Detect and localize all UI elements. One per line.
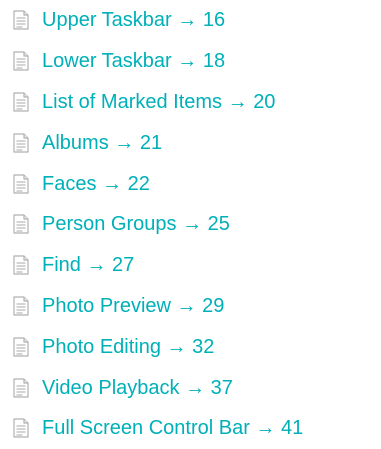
arrow-icon: → — [182, 213, 203, 236]
toc-item-label: Upper Taskbar — [42, 9, 172, 32]
toc-link[interactable] — [42, 174, 150, 194]
toc-link[interactable] — [42, 337, 214, 357]
document-icon — [12, 337, 30, 357]
document-icon — [12, 10, 30, 30]
toc-item-label: Video Playback — [42, 376, 180, 399]
document-icon — [12, 51, 30, 71]
toc-item-label: Photo Preview — [42, 294, 171, 317]
toc-item-label: Photo Editing — [42, 335, 161, 358]
toc-item-person-groups[interactable] — [12, 204, 303, 245]
toc-page-number: 20 — [253, 90, 276, 113]
toc-item-lower-taskbar[interactable] — [12, 41, 303, 82]
document-icon — [12, 174, 30, 194]
toc-item-full-screen-control-bar[interactable] — [12, 408, 303, 449]
document-icon — [12, 214, 30, 234]
toc-item-upper-taskbar[interactable] — [12, 0, 303, 41]
arrow-icon: → — [185, 376, 206, 399]
toc-page-number: 16 — [202, 9, 226, 32]
toc-link[interactable] — [42, 214, 230, 234]
arrow-icon: → — [255, 417, 276, 440]
document-icon — [12, 378, 30, 398]
toc-item-video-playback[interactable] — [12, 367, 303, 408]
arrow-icon: → — [102, 172, 123, 195]
document-icon — [12, 418, 30, 438]
document-icon — [12, 255, 30, 275]
arrow-icon: → — [114, 131, 135, 154]
toc-link[interactable] — [42, 51, 225, 71]
toc-link[interactable] — [42, 92, 275, 112]
toc-item-label: Find — [42, 254, 81, 277]
toc-page-number: 41 — [281, 417, 304, 440]
arrow-icon: → — [86, 254, 107, 277]
toc-link[interactable] — [42, 378, 233, 398]
arrow-icon: → — [227, 90, 248, 113]
toc-item-albums[interactable] — [12, 122, 303, 163]
document-icon — [12, 133, 30, 153]
toc-page-number: 22 — [127, 172, 150, 195]
toc-item-photo-editing[interactable] — [12, 326, 303, 367]
toc-item-label: Full Screen Control Bar — [42, 417, 250, 440]
toc-item-label: Albums — [42, 131, 109, 154]
toc-item-label: Lower Taskbar — [42, 50, 172, 73]
arrow-icon: → — [177, 50, 198, 73]
toc-page-number: 25 — [207, 213, 230, 236]
document-icon — [12, 296, 30, 316]
arrow-icon: → — [166, 335, 187, 358]
toc-page-number: 37 — [210, 376, 233, 399]
toc-item-label: Faces — [42, 172, 97, 195]
arrow-icon: → — [177, 9, 198, 32]
toc-page-number: 18 — [202, 50, 226, 73]
toc-item-label: List of Marked Items — [42, 90, 223, 113]
toc-item-faces[interactable] — [12, 163, 303, 204]
toc-link[interactable] — [42, 418, 303, 438]
document-icon — [12, 92, 30, 112]
toc-link[interactable] — [42, 10, 225, 30]
toc-page-number: 29 — [202, 294, 225, 317]
arrow-icon: → — [176, 294, 197, 317]
toc-page-number: 32 — [192, 335, 215, 358]
toc-item-label: Person Groups — [42, 213, 177, 236]
toc-link[interactable] — [42, 255, 134, 275]
toc-link[interactable] — [42, 296, 224, 316]
toc-page-number: 27 — [112, 254, 135, 277]
toc-item-list-of-marked-items[interactable] — [12, 82, 303, 123]
toc-page-number: 21 — [139, 131, 163, 154]
toc-item-photo-preview[interactable] — [12, 286, 303, 327]
table-of-contents — [12, 0, 303, 449]
toc-item-find[interactable] — [12, 245, 303, 286]
toc-link[interactable] — [42, 133, 162, 153]
